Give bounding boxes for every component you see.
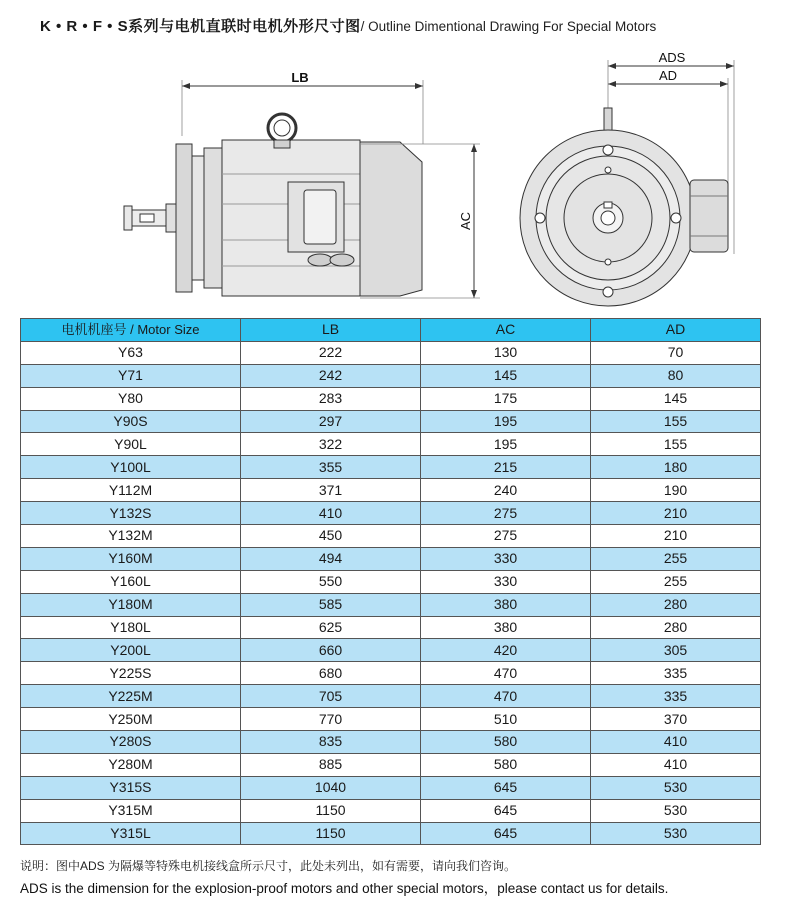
cell-ac: 645 <box>421 822 591 845</box>
cell-lb: 585 <box>241 593 421 616</box>
cell-ad: 410 <box>591 753 761 776</box>
cell-lb: 550 <box>241 570 421 593</box>
cell-ad: 80 <box>591 364 761 387</box>
cell-ad: 145 <box>591 387 761 410</box>
cell-ac: 240 <box>421 479 591 502</box>
cell-lb: 222 <box>241 341 421 364</box>
header-motor-size: 电机机座号 / Motor Size <box>21 319 241 342</box>
cell-lb: 494 <box>241 547 421 570</box>
note-english: ADS is the dimension for the explosion-proof motors and other special motors，please contact us for details. <box>20 881 669 896</box>
cell-ac: 470 <box>421 685 591 708</box>
cell-ad: 255 <box>591 547 761 570</box>
table-row <box>21 753 761 776</box>
cell-motor-size: Y225S <box>21 662 241 685</box>
table-row <box>21 456 761 479</box>
cell-lb: 450 <box>241 525 421 548</box>
cell-ac: 380 <box>421 593 591 616</box>
front-view <box>520 50 734 306</box>
motor-dimension-table <box>20 318 761 845</box>
table-row <box>21 708 761 731</box>
cell-ad: 410 <box>591 731 761 754</box>
cell-ac: 145 <box>421 364 591 387</box>
note-chinese: 说明：图中ADS 为隔爆等特殊电机接线盒所示尺寸，此处未列出，如有需要，请向我们咨询。 <box>20 859 517 873</box>
cell-lb: 885 <box>241 753 421 776</box>
table-row <box>21 364 761 387</box>
ac-dimension-label: AC <box>458 211 473 231</box>
cell-motor-size: Y280M <box>21 753 241 776</box>
cell-ad: 335 <box>591 685 761 708</box>
cell-motor-size: Y80 <box>21 387 241 410</box>
cell-lb: 625 <box>241 616 421 639</box>
cell-motor-size: Y132M <box>21 525 241 548</box>
cell-motor-size: Y90L <box>21 433 241 456</box>
cell-motor-size: Y180M <box>21 593 241 616</box>
cell-ad: 255 <box>591 570 761 593</box>
cell-motor-size: Y200L <box>21 639 241 662</box>
cell-motor-size: Y63 <box>21 341 241 364</box>
cell-motor-size: Y180L <box>21 616 241 639</box>
side-view <box>124 70 480 298</box>
cell-motor-size: Y90S <box>21 410 241 433</box>
cell-ad: 305 <box>591 639 761 662</box>
title-chinese: K • R • F • S系列与电机直联时电机外形尺寸图 <box>40 18 361 35</box>
cell-ac: 470 <box>421 662 591 685</box>
cell-ac: 330 <box>421 570 591 593</box>
cell-lb: 680 <box>241 662 421 685</box>
cell-ad: 210 <box>591 502 761 525</box>
table-row <box>21 547 761 570</box>
cell-ad: 190 <box>591 479 761 502</box>
cell-ad: 210 <box>591 525 761 548</box>
cell-ad: 530 <box>591 799 761 822</box>
cell-ad: 530 <box>591 776 761 799</box>
table-row <box>21 341 761 364</box>
cell-motor-size: Y132S <box>21 502 241 525</box>
cell-ac: 275 <box>421 502 591 525</box>
ads-dimension-label: ADS <box>658 50 686 65</box>
cell-lb: 770 <box>241 708 421 731</box>
table-row <box>21 776 761 799</box>
header-ad: AD <box>591 319 761 342</box>
cell-lb: 660 <box>241 639 421 662</box>
cell-ad: 280 <box>591 616 761 639</box>
cell-ac: 130 <box>421 341 591 364</box>
table-row <box>21 433 761 456</box>
table-row <box>21 570 761 593</box>
header-lb: LB <box>241 319 421 342</box>
cell-ad: 530 <box>591 822 761 845</box>
cell-motor-size: Y160L <box>21 570 241 593</box>
title-english: / Outline Dimentional Drawing For Special Motors <box>360 19 657 34</box>
cell-ac: 420 <box>421 639 591 662</box>
header-ac: AC <box>421 319 591 342</box>
page-title <box>40 14 780 40</box>
cell-motor-size: Y71 <box>21 364 241 387</box>
cell-ac: 510 <box>421 708 591 731</box>
cell-ad: 335 <box>591 662 761 685</box>
table-row <box>21 502 761 525</box>
cell-motor-size: Y315M <box>21 799 241 822</box>
cell-ac: 580 <box>421 753 591 776</box>
cell-lb: 410 <box>241 502 421 525</box>
cell-ad: 180 <box>591 456 761 479</box>
cell-motor-size: Y160M <box>21 547 241 570</box>
cell-ac: 645 <box>421 776 591 799</box>
cell-ac: 330 <box>421 547 591 570</box>
cell-lb: 835 <box>241 731 421 754</box>
cell-lb: 1040 <box>241 776 421 799</box>
cell-ac: 175 <box>421 387 591 410</box>
table-row <box>21 731 761 754</box>
outline-drawing <box>0 44 790 316</box>
table-row <box>21 639 761 662</box>
cell-ac: 580 <box>421 731 591 754</box>
cell-lb: 355 <box>241 456 421 479</box>
table-row <box>21 410 761 433</box>
cell-motor-size: Y280S <box>21 731 241 754</box>
table-row <box>21 685 761 708</box>
table-body <box>21 341 761 845</box>
cell-lb: 371 <box>241 479 421 502</box>
table-row <box>21 387 761 410</box>
table-row <box>21 662 761 685</box>
lb-dimension-label: LB <box>291 70 309 85</box>
table-row <box>21 479 761 502</box>
cell-ad: 280 <box>591 593 761 616</box>
cell-lb: 705 <box>241 685 421 708</box>
cell-lb: 297 <box>241 410 421 433</box>
table-row <box>21 616 761 639</box>
table-row <box>21 593 761 616</box>
cell-ac: 275 <box>421 525 591 548</box>
cell-ac: 195 <box>421 433 591 456</box>
cell-ac: 380 <box>421 616 591 639</box>
cell-motor-size: Y225M <box>21 685 241 708</box>
cell-ad: 155 <box>591 433 761 456</box>
table-row <box>21 822 761 845</box>
cell-lb: 322 <box>241 433 421 456</box>
cell-ad: 370 <box>591 708 761 731</box>
cell-lb: 1150 <box>241 799 421 822</box>
cell-motor-size: Y250M <box>21 708 241 731</box>
table-header-row <box>21 319 761 342</box>
cell-ac: 215 <box>421 456 591 479</box>
cell-ac: 195 <box>421 410 591 433</box>
table-row <box>21 525 761 548</box>
cell-lb: 283 <box>241 387 421 410</box>
cell-lb: 242 <box>241 364 421 387</box>
cell-motor-size: Y100L <box>21 456 241 479</box>
cell-ad: 155 <box>591 410 761 433</box>
cell-motor-size: Y112M <box>21 479 241 502</box>
cell-lb: 1150 <box>241 822 421 845</box>
cell-ad: 70 <box>591 341 761 364</box>
cell-ac: 645 <box>421 799 591 822</box>
ad-dimension-label: AD <box>658 68 678 83</box>
cell-motor-size: Y315L <box>21 822 241 845</box>
cell-motor-size: Y315S <box>21 776 241 799</box>
table-row <box>21 799 761 822</box>
